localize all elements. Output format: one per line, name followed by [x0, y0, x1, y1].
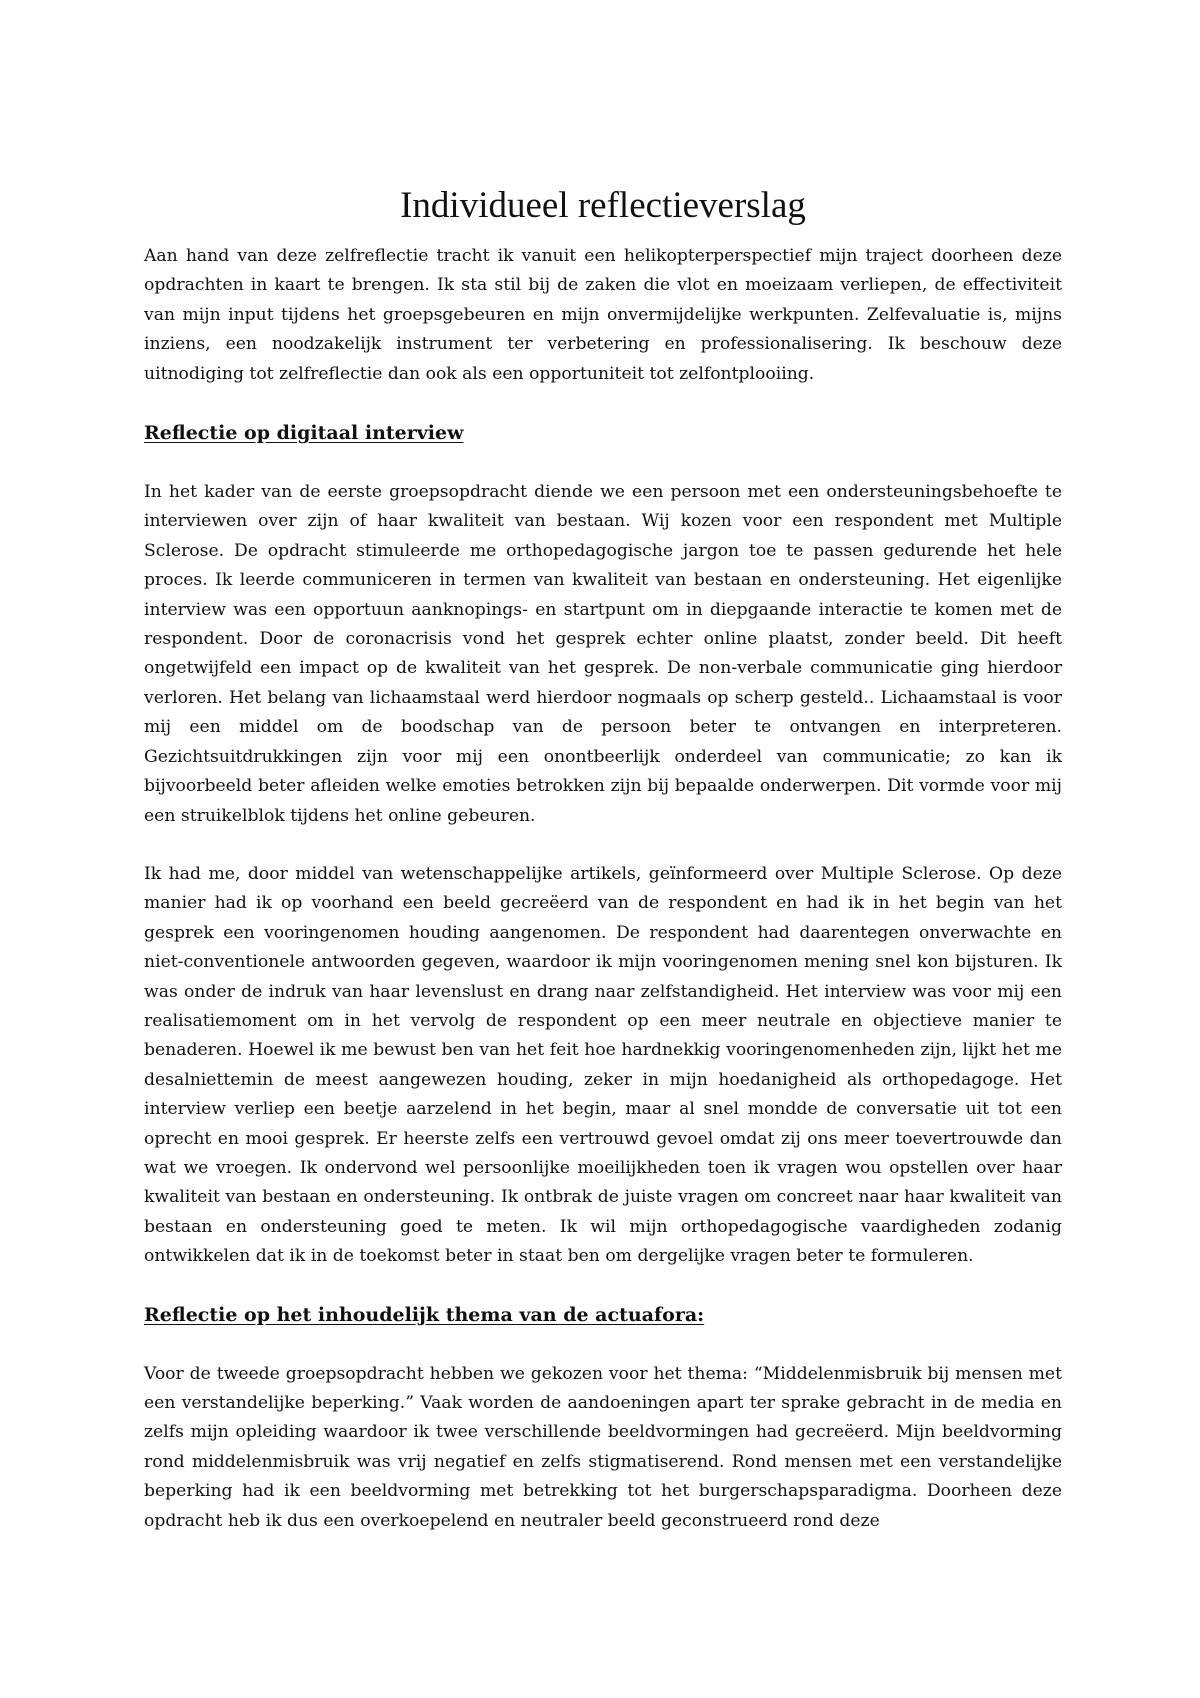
- section-heading-actuafora-theme: Reflectie op het inhoudelijk thema van de actuafora:: [144, 1303, 705, 1326]
- document-content: [144, 182, 1062, 1536]
- section-paragraph-interview-1: In het kader van de eerste groepsopdracht diende we een persoon met een ondersteuningsbehoefte te interviewen over zijn of haar kwaliteit van bestaan. Wij kozen voor een respondent met Multiple Sclerose. De opdracht stimuleerde me orthopedagogische jargon toe te passen gedurende het hele proces. Ik leerde communiceren in termen van kwaliteit van bestaan en ondersteuning. Het eigenlijke interview was een opportuun aanknopings- en startpunt om in diepgaande interactie te komen met de respondent. Door de coronacrisis vond het gesprek echter online plaatst, zonder beeld. Dit heeft ongetwijfeld een impact op de kwaliteit van het gesprek. De non-verbale communicatie ging hierdoor verloren. Het belang van lichaamstaal werd hierdoor nogmaals op scherp gesteld.. Lichaamstaal is voor mij een middel om de boodschap van de persoon beter te ontvangen en interpreteren. Gezichtsuitdrukkingen zijn voor mij een onontbeerlijk onderdeel van communicatie; zo kan ik bijvoorbeeld beter afleiden welke emoties betrokken zijn bij bepaalde onderwerpen. Dit vormde voor mij een struikelblok tijdens het online gebeuren.: [144, 482, 1062, 826]
- section-paragraph-actuafora-1: Voor de tweede groepsopdracht hebben we gekozen voor het thema: “Middelenmisbruik bij mensen met een verstandelijke beperking.” Vaak worden de aandoeningen apart ter sprake gebracht in de media en zelfs mijn opleiding waardoor ik twee verschillende beeldvormingen had gecreëerd. Mijn beeldvorming rond middelenmisbruik was vrij negatief en zelfs stigmatiserend. Rond mensen met een verstandelijke beperking had ik een beeldvorming met betrekking tot het burgerschapsparadigma. Doorheen deze opdracht heb ik dus een overkoepelend en neutraler beeld geconstrueerd rond deze: [144, 1363, 1062, 1531]
- section-paragraph-interview-2: Ik had me, door middel van wetenschappelijke artikels, geïnformeerd over Multiple Sclerose. Op deze manier had ik op voorhand een beeld gecreëerd van de respondent en had ik in het begin van het gesprek een vooringenomen houding aangenomen. De respondent had daarentegen onverwachte en niet-conventionele antwoorden gegeven, waardoor ik mijn vooringenomen mening snel kon bijsturen. Ik was onder de indruk van haar levenslust en drang naar zelfstandigheid. Het interview was voor mij een realisatiemoment om in het vervolg de respondent op een meer neutrale en objectieve manier te benaderen. Hoewel ik me bewust ben van het feit hoe hardnekkig vooringenomenheden zijn, lijkt het me desalniettemin de meest aangewezen houding, zeker in mijn hoedanigheid als orthopedagoge. Het interview verliep een beetje aarzelend in het begin, maar al snel mondde de conversatie uit tot een oprecht en mooi gesprek. Er heerste zelfs een vertrouwd gevoel omdat zij ons meer toevertrouwde dan wat we vroegen. Ik ondervond wel persoonlijke moeilijkheden toen ik vragen wou opstellen over haar kwaliteit van bestaan en ondersteuning. Ik ontbrak de juiste vragen om concreet naar haar kwaliteit van bestaan en ondersteuning goed te meten. Ik wil mijn orthopedagogische vaardigheden zodanig ontwikkelen dat ik in de toekomst beter in staat ben om dergelijke vragen beter te formuleren.: [144, 863, 1062, 1267]
- document-title: Individueel reflectieverslag: [400, 185, 806, 226]
- section-heading-digital-interview: Reflectie op digitaal interview: [144, 422, 464, 445]
- intro-paragraph: Aan hand van deze zelfreflectie tracht ik vanuit een helikopterperspectief mijn traject doorheen deze opdrachten in kaart te brengen. Ik sta stil bij de zaken die vlot en moeizaam verliepen, de effectiviteit van mijn input tijdens het groepsgebeuren en mijn onvermijdelijke werkpunten. Zelfevaluatie is, mijns inziens, een noodzakelijk instrument ter verbetering en professionalisering. Ik beschouw deze uitnodiging tot zelfreflectie dan ook als een opportuniteit tot zelfontplooiing.: [144, 246, 1062, 384]
